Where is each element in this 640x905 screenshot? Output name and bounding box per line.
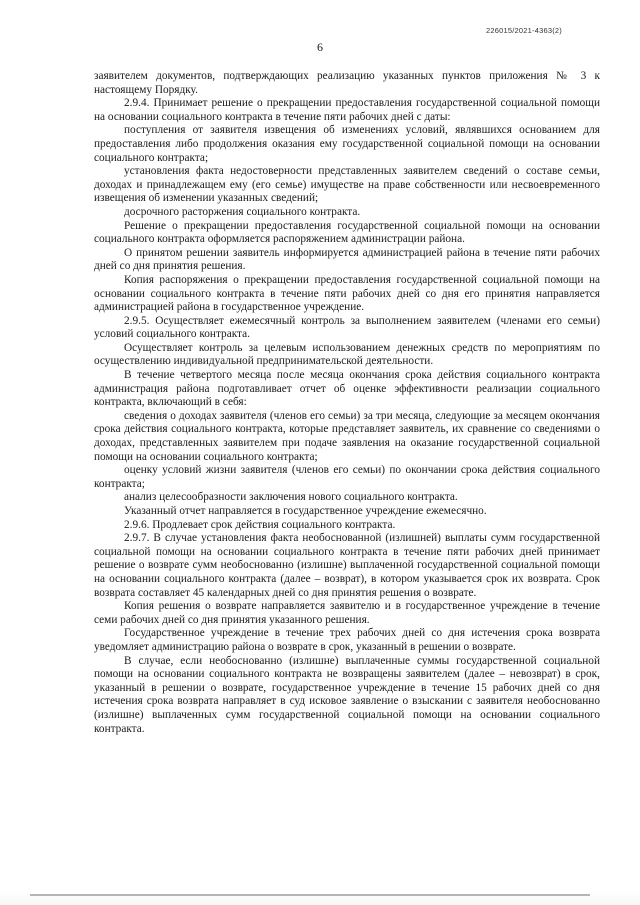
paragraph-non-return-lawsuit: В случае, если необоснованно (излишне) выплаченные суммы государственной социальной помощи на основании социального контракта не возвращены заявителем (далее – невозврат) в срок, указанный в решении о возврате, государственное учреждение в течение 15 рабочих дней со дня истечения срока возврата направляет в суд исковое заявление о взыскании с заявителя необоснованно (излишне) выплаченных сумм государственной социальной помощи на основании социального контракта.	[94, 654, 600, 735]
paragraph-termination-decision: Решение о прекращении предоставления государственной социальной помощи на основании социального контракта оформляется распоряжением администрации района.	[94, 219, 600, 246]
paragraph-2-9-4: 2.9.4. Принимает решение о прекращении предоставления государственной социальной помощи на основании социального контракта в течение пяти рабочих дней с даты:	[94, 97, 600, 123]
paragraph-report-analysis: анализ целесообразности заключения нового социального контракта.	[124, 491, 458, 504]
paragraph-condition-false-info: установления факта недостоверности представленных заявителем сведений о составе семьи, доходах и принадлежащем ему (его семье) имуществе на праве собственности или несвоевременного извещения об изменении указанных сведений;	[94, 165, 600, 205]
paragraph-2-9-6: 2.9.6. Продлевает срок действия социального контракта.	[124, 518, 396, 531]
paragraph-continuation: заявителем документов, подтверждающих реализацию указанных пунктов приложения № 3 к настоящему Порядку.	[94, 70, 600, 96]
paragraph-2-9-7: 2.9.7. В случае установления факта необоснованной (излишней) выплаты сумм государственной социальной помощи на основании социального контракта в течение пяти рабочих дней принимает решение о возврате сумм необоснованно (излишне) выплаченной государственной социальной помощи на основании социального контракта (далее – возврат), в котором указывается срок их возврата. Срок возврата составляет 45 календарных дней со дня принятия решения о возврате.	[94, 532, 600, 599]
paragraph-applicant-informed: О принятом решении заявитель информируется администрацией района в течение пяти рабочих дней со дня принятия решения.	[94, 246, 600, 273]
paragraph-2-9-5: 2.9.5. Осуществляет ежемесячный контроль за выполнением заявителем (членами его семьи) условий социального контракта.	[94, 314, 600, 341]
paragraph-target-use-control: Осуществляет контроль за целевым использованием денежных средств по мероприятиям по осуществлению индивидуальной предпринимательской деятельности.	[94, 341, 600, 368]
paragraph-return-decision-copy: Копия решения о возврате направляется заявителю и в государственное учреждение в течение семи рабочих дней со дня принятия указанного решения.	[94, 600, 600, 626]
scan-artifact-line	[30, 894, 590, 896]
paragraph-institution-notifies: Государственное учреждение в течение трех рабочих дней со дня истечения срока возврата уведомляет администрацию района о возврате в срок, указанный в решении о возврате.	[94, 627, 600, 653]
page-number: 6	[317, 40, 323, 54]
document-body	[94, 70, 600, 736]
paragraph-report-living-conditions: оценку условий жизни заявителя (членов его семьи) по окончании срока действия социального контракта;	[94, 464, 600, 490]
document-registration-number: 226015/2021-4363(2)	[486, 26, 562, 35]
paragraph-condition-notice: поступления от заявителя извещения об изменениях условий, являвшихся основанием для предоставления либо продолжения оказания ему государственной социальной помощи на основании социального контракта;	[94, 124, 600, 164]
paragraph-copy-sent: Копия распоряжения о прекращении предоставления государственной социальной помощи на основании социального контракта в течение пяти рабочих дней со дня его принятия направляется администрацией района в государственное учреждение.	[94, 273, 600, 314]
paragraph-report-sent: Указанный отчет направляется в государственное учреждение ежемесячно.	[124, 505, 487, 517]
paragraph-report-income: сведения о доходах заявителя (членов его семьи) за три месяца, следующие за месяцем окончания срока действия социального контракта, которые представляет заявитель, их сравнение со сведениями о доходах, представленных заявителем при подаче заявления на оказание государственной социальной помощи на основании социального контракта;	[94, 409, 600, 463]
paragraph-efficiency-report: В течение четвертого месяца после месяца окончания срока действия социального контракта администрация района подготавливает отчет об оценке эффективности реализации социального контракта, включающий в себя:	[94, 369, 600, 409]
paragraph-condition-early-termination: досрочного расторжения социального контракта.	[124, 205, 361, 218]
